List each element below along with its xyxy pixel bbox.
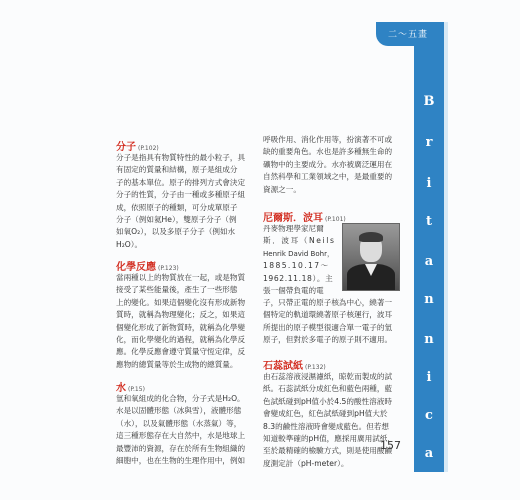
text-line: Henrik David Bohr， <box>263 249 334 258</box>
text-line: 如氧O₂），以及多原子分子（例如水 <box>116 227 236 237</box>
text-line: 子的基本單位。原子的排列方式會決定 <box>116 177 246 187</box>
text-line: 原子，但對於多電子的原子則不適用。 <box>263 335 393 345</box>
text-line: 成，依照原子的種類，可分成單原子 <box>116 202 238 212</box>
niels-bohr-portrait <box>342 223 400 291</box>
entry-title-litmus-paper <box>263 357 326 372</box>
entry-page-ref: (P.123) <box>158 265 179 272</box>
index-tab-band <box>414 22 444 472</box>
index-tab-header <box>376 22 444 46</box>
tab-letter: a <box>424 446 434 461</box>
text-line: 色試紙碰到pH值小於4.5的酸性溶液時 <box>263 396 392 406</box>
text-line: 知道較準確的pH值，應採用廣用試紙， <box>263 434 396 444</box>
entry-title-text: 石蕊試紙 <box>263 361 303 372</box>
text-line: 所提出的原子模型很適合單一電子的氫 <box>263 322 393 332</box>
tab-letter: i <box>426 176 432 191</box>
entry-page-ref: (P.101) <box>325 216 346 223</box>
entry-title-text: 水 <box>116 383 126 394</box>
text-line: 丹麥物理學家尼爾 <box>263 224 324 233</box>
tab-letter: i <box>426 370 432 385</box>
entry-body-chemical-reaction <box>116 272 252 371</box>
text-line: 1885.10.17〜 <box>263 261 330 271</box>
entry-title-niels-bohr <box>263 209 346 224</box>
text-line: 個變化形成了新物質時，就稱為化學變 <box>116 322 246 332</box>
tab-letter: n <box>424 332 434 347</box>
text-line: 1962.11.18）。主 <box>263 273 334 283</box>
text-line: 分子的性質，分子由一種或多種原子組 <box>116 190 246 200</box>
tab-letter: n <box>424 292 434 307</box>
text-line: 張一個帶負電的電 <box>263 286 324 296</box>
entry-body-water <box>116 393 252 467</box>
entry-body-molecule <box>116 152 252 251</box>
text-line: 最豐沛的資源，存在於所有生物組織的 <box>116 443 246 453</box>
text-line: 接受了某些能量後，產生了一些形態 <box>116 285 238 295</box>
text-line: 8.3的鹼性溶液時會變成藍色。但若想 <box>263 421 389 431</box>
text-line: 細胞中，也在生物的生理作用中，例如 <box>116 456 246 466</box>
page-number: 157 <box>380 439 401 452</box>
tab-edge-strip <box>444 22 448 472</box>
text-line: 質時，就稱為物理變化；反之，如果這 <box>116 310 246 320</box>
text-line: 分子是指具有物質特性的最小粒子，具 <box>116 153 246 162</box>
entry-title-text: 分子 <box>116 142 136 153</box>
entry-body-niels-bohr <box>263 297 397 347</box>
entry-title-water <box>116 379 145 394</box>
text-line: 至於最精確的檢驗方式，則是使用酸鹼 <box>263 446 393 456</box>
entry-page-ref: (P.132) <box>305 364 326 371</box>
entry-body-water-continued <box>263 134 397 196</box>
text-line: 呼吸作用、消化作用等，扮演著不可或 <box>263 135 393 144</box>
entry-body-litmus-paper <box>263 371 397 470</box>
index-tab-label: 二〜五畫 <box>388 30 429 40</box>
text-line: 礦物中的主要成分。水亦被廣泛運用在 <box>263 159 393 169</box>
entry-title-molecule <box>116 138 159 153</box>
text-line: 氫和氧組成的化合物，分子式是H₂O。 <box>116 394 245 403</box>
text-line: 化，而化學變化的過程，就稱為化學反 <box>116 335 246 345</box>
text-line: 度測定計（pH-meter）。 <box>263 458 349 468</box>
text-line: 自然科學和工業領域之中，是最重要的 <box>263 172 393 182</box>
text-line: 上的變化。如果這個變化沒有形成新物 <box>116 297 246 307</box>
text-line: H₂O）。 <box>116 239 143 249</box>
text-line: 有固定的質量和結構，原子是組成分 <box>116 165 238 175</box>
text-line: 資源之一。 <box>263 184 301 194</box>
entry-title-text: 尼爾斯．波耳 <box>263 213 323 224</box>
entry-body-niels-bohr-wrapped <box>263 223 339 297</box>
text-line: 由石蕊溶液浸濕濾紙，晾乾而製成的試 <box>263 372 393 381</box>
text-line: 這三種形態存在大自然中，水是地球上 <box>116 431 246 441</box>
text-line: 應。化學反應會遵守質量守恆定律，反 <box>116 347 246 357</box>
tab-letter: r <box>425 135 433 150</box>
entry-title-chemical-reaction <box>116 258 179 273</box>
text-line: 水是以固體形態（冰與雪），液體形態 <box>116 406 242 416</box>
entry-page-ref: (P.15) <box>128 386 145 393</box>
tab-letter: t <box>425 214 432 229</box>
text-line: （水），以及氣體形態（水蒸氣）等， <box>116 418 242 428</box>
entry-page-ref: (P.102) <box>138 145 159 152</box>
tab-letter: a <box>424 254 434 269</box>
tab-letter: c <box>425 408 433 423</box>
text-line: 子，只帶正電的原子核為中心，繞著一 <box>263 298 393 307</box>
text-line: 當兩種以上的物質放在一起，或是物質 <box>116 273 246 282</box>
text-line: 紙。石蕊試紙分成紅色和藍色兩種，藍 <box>263 384 393 394</box>
text-line: 應物的總質量等於生成物的總質量。 <box>116 359 238 369</box>
text-line: 個特定的軌道環繞著原子核運行，波耳 <box>263 310 393 320</box>
text-line: 斯．波耳（Neils <box>263 236 336 246</box>
entry-title-text: 化學反應 <box>116 262 156 273</box>
text-line: 分子（例如氦He），雙原子分子（例 <box>116 215 237 225</box>
tab-letter: B <box>423 94 435 109</box>
text-line: 會變成紅色，紅色試紙碰到pH值大於 <box>263 409 388 419</box>
text-line: 缺的重要角色。水也是許多種無生命的 <box>263 147 393 157</box>
